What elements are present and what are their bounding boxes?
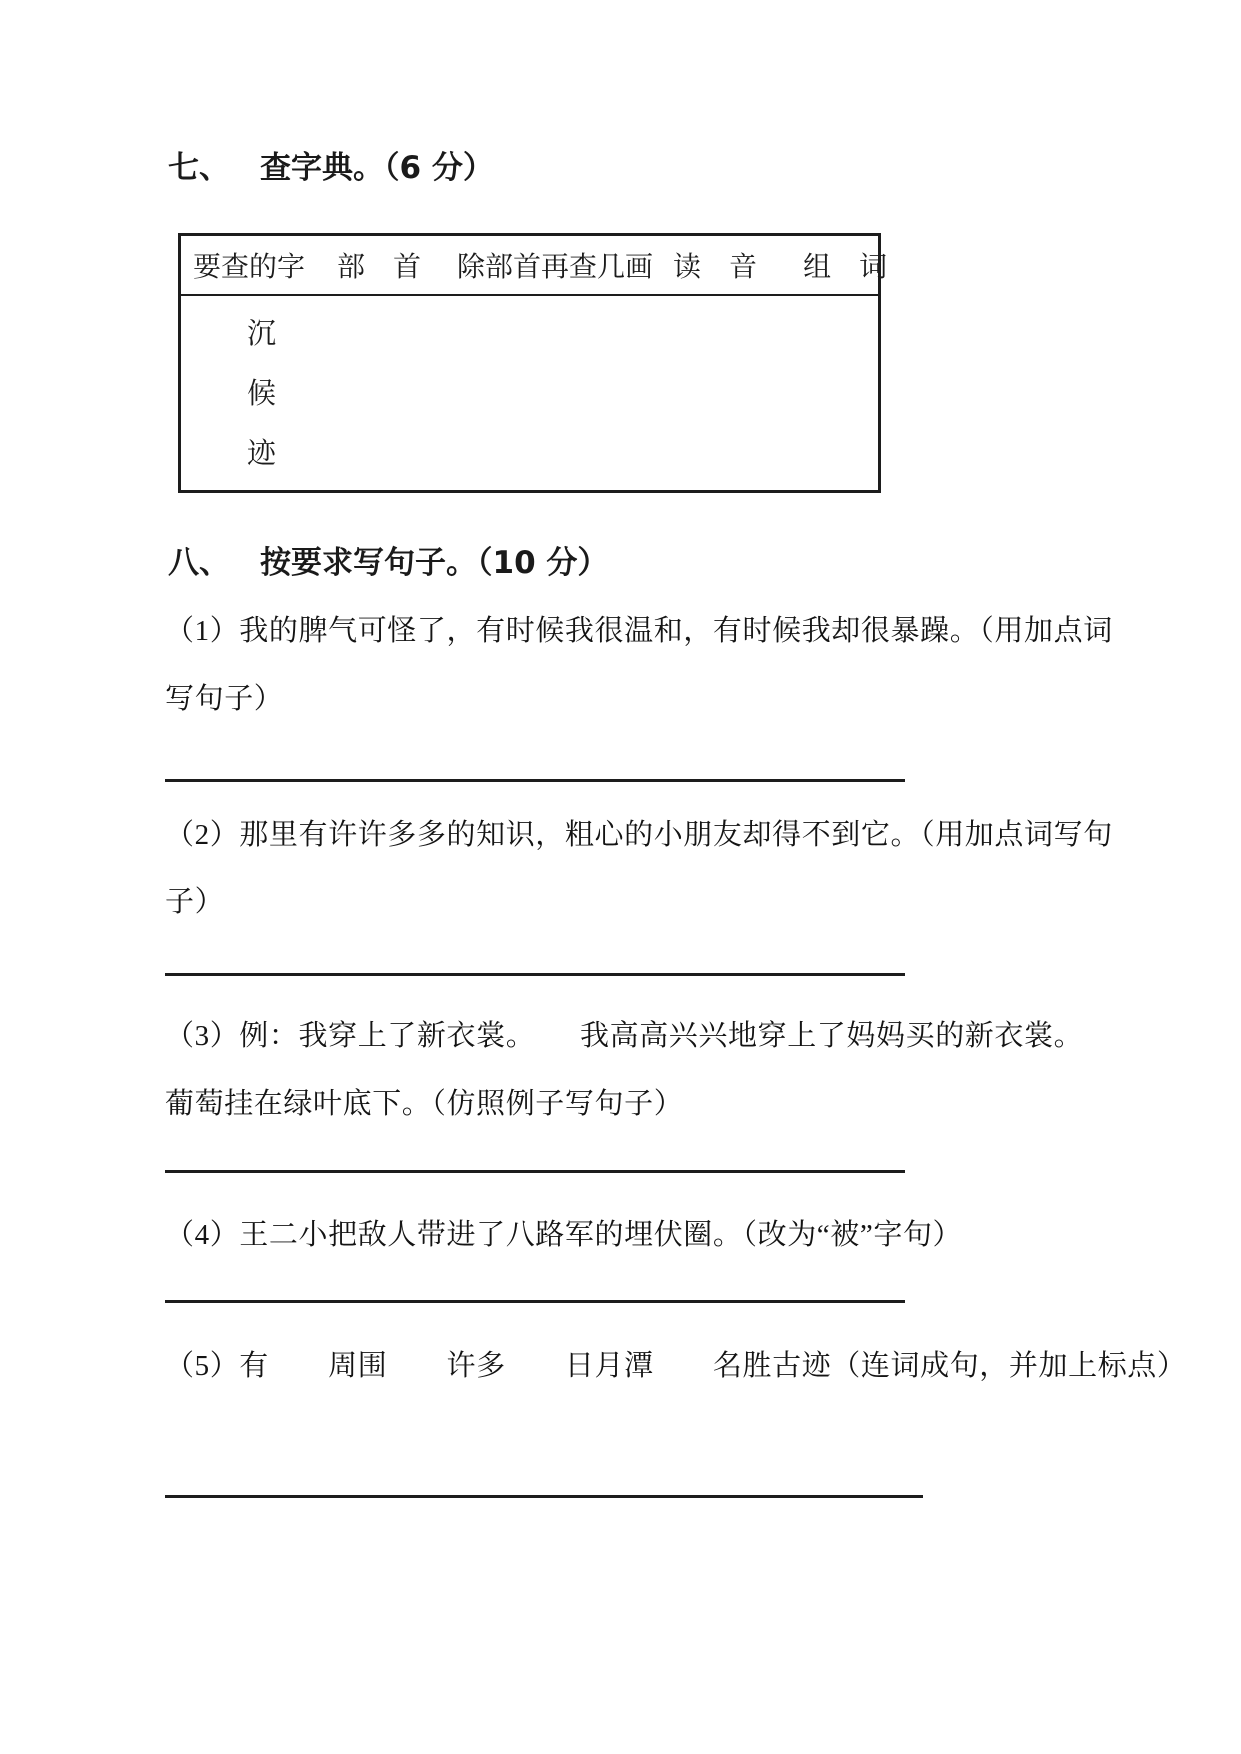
question-2-line-2: 子） [165,886,225,918]
lookup-char: 候 [247,378,277,410]
answer-blank-5 [165,1495,923,1498]
answer-blank-3 [165,1170,905,1173]
table-header-row [181,236,888,296]
question-4-line-1: （4）王二小把敌人带进了八路军的埋伏圈。（改为“被”字句） [165,1219,963,1251]
header-cell-word-group: 组 词 [803,252,888,283]
table-body [181,296,878,491]
header-cell-radical: 部 首 [337,252,422,283]
answer-blank-4 [165,1300,905,1303]
lookup-char: 沉 [247,318,277,351]
dictionary-table [178,233,888,493]
question-2-line-1: （2）那里有许许多多的知识，粗心的小朋友却得不到它。（用加点词写句 [165,819,1113,851]
section-7-number: 七、 [168,150,230,186]
question-3-line-1: （3）例：我穿上了新衣裳。 我高高兴兴地穿上了妈妈买的新衣裳。 [165,1020,1084,1052]
question-5-line-1: （5）有 周围 许多 日月潭 名胜古迹（连词成句，并加上标点） [165,1350,1187,1382]
table-row [181,421,878,481]
question-3-line-2: 葡萄挂在绿叶底下。（仿照例子写句子） [165,1088,684,1120]
question-1-line-2: 写句子） [165,683,284,715]
section-8-title: 按要求写句子。（10 分） [260,545,609,581]
table-row [181,362,878,422]
section-7-heading [168,142,494,187]
lookup-char: 迹 [247,437,277,470]
section-8-number: 八、 [168,545,230,581]
section-7-title: 查字典。（6 分） [260,150,494,186]
header-cell-target-char: 要查的字 [193,252,306,283]
table-row [181,302,878,362]
answer-blank-2 [165,973,905,976]
section-8-heading [168,537,608,582]
answer-blank-1 [165,779,905,782]
header-cell-remaining-strokes: 除部首再查几画 [457,252,654,283]
question-1-line-1: （1）我的脾气可怪了，有时候我很温和，有时候我却很暴躁。（用加点词 [165,615,1113,647]
header-cell-pronunciation: 读 音 [673,252,758,283]
